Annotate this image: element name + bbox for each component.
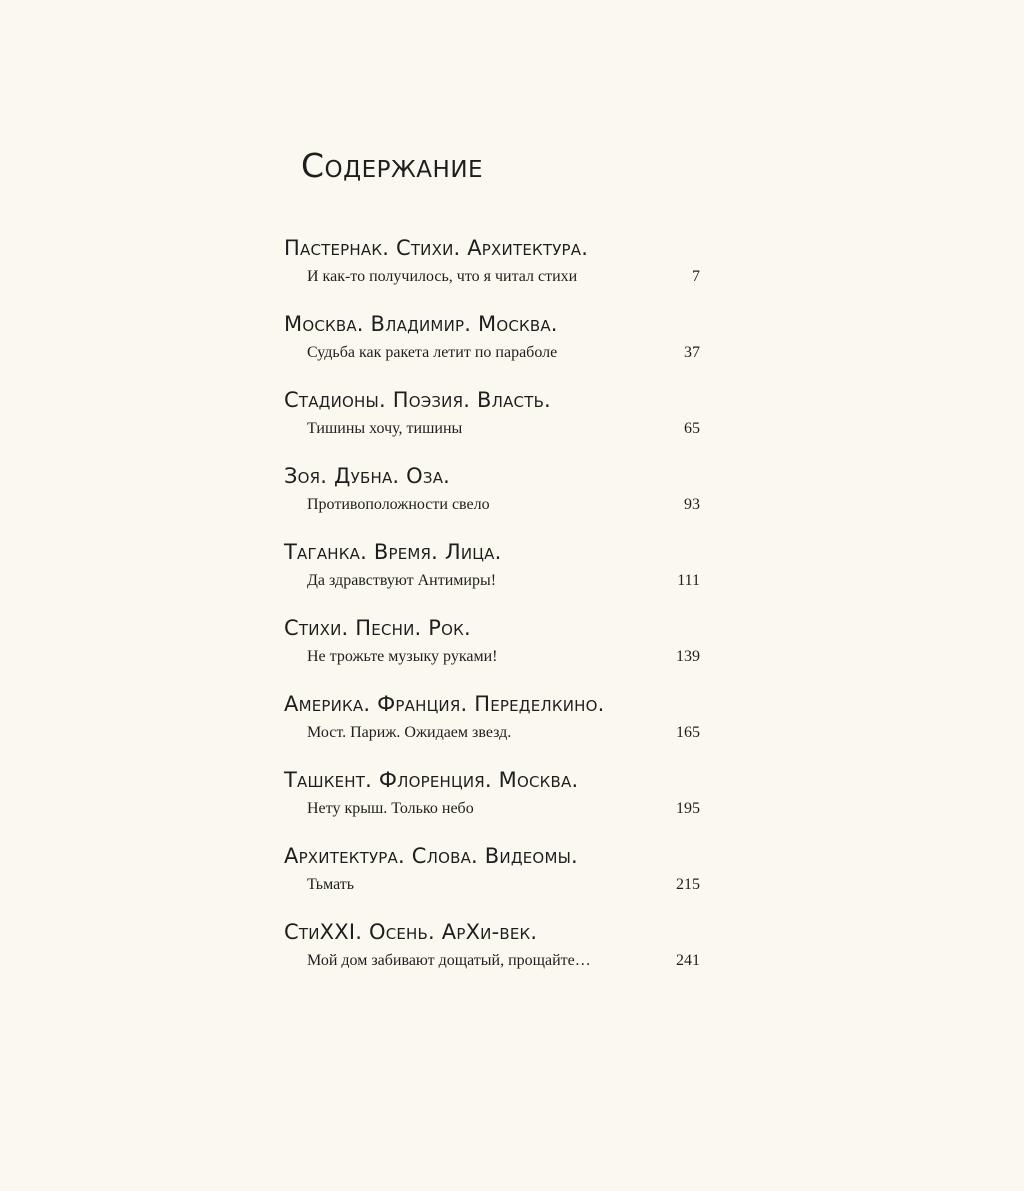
toc-entry[interactable] [284,916,702,992]
section-title: Архитектура. Слова. Видеомы. [284,844,578,868]
section-title: Пастернак. Стихи. Архитектура. [284,236,589,260]
page-number: 7 [692,268,700,285]
chapter-subtitle: Да здравствуют Антимиры! [307,572,497,589]
section-title: СтиXXI. Осень. АрХи-век. [284,920,538,944]
page-number: 139 [676,648,700,665]
section-title: Ташкент. Флоренция. Москва. [284,768,579,792]
section-title: Москва. Владимир. Москва. [284,312,558,336]
section-title: Зоя. Дубна. Оза. [284,464,451,488]
toc-entry[interactable] [284,308,702,384]
page-number: 195 [676,800,700,817]
page-number: 37 [684,344,700,361]
page-number: 65 [684,420,700,437]
table-of-contents [284,232,702,992]
section-title: Стадионы. Поэзия. Власть. [284,388,551,412]
toc-entry[interactable] [284,536,702,612]
toc-entry[interactable] [284,840,702,916]
toc-entry[interactable] [284,612,702,688]
section-title: Америка. Франция. Переделкино. [284,692,605,716]
chapter-subtitle: Не трожьте музыку руками! [307,648,498,665]
toc-entry[interactable] [284,384,702,460]
toc-entry[interactable] [284,764,702,840]
toc-entry[interactable] [284,460,702,536]
chapter-subtitle: И как-то получилось, что я читал стихи [307,268,578,285]
toc-entry[interactable] [284,232,702,308]
page-title: Содержание [301,146,484,185]
toc-entry[interactable] [284,688,702,764]
page-number: 93 [684,496,700,513]
page-number: 241 [676,952,700,969]
chapter-subtitle: Противоположности свело [307,496,490,513]
chapter-subtitle: Нету крыш. Только небо [307,800,474,817]
section-title: Стихи. Песни. Рок. [284,616,471,640]
section-title: Таганка. Время. Лица. [284,540,502,564]
chapter-subtitle: Мост. Париж. Ожидаем звезд. [307,724,512,741]
chapter-subtitle: Судьба как ракета летит по параболе [307,344,558,361]
chapter-subtitle: Тишины хочу, тишины [307,420,463,437]
chapter-subtitle: Мой дом забивают дощатый, прощайте… [307,952,591,969]
page-number: 165 [676,724,700,741]
page-number: 111 [677,572,700,589]
chapter-subtitle: Тьмать [307,876,355,893]
page-number: 215 [676,876,700,893]
